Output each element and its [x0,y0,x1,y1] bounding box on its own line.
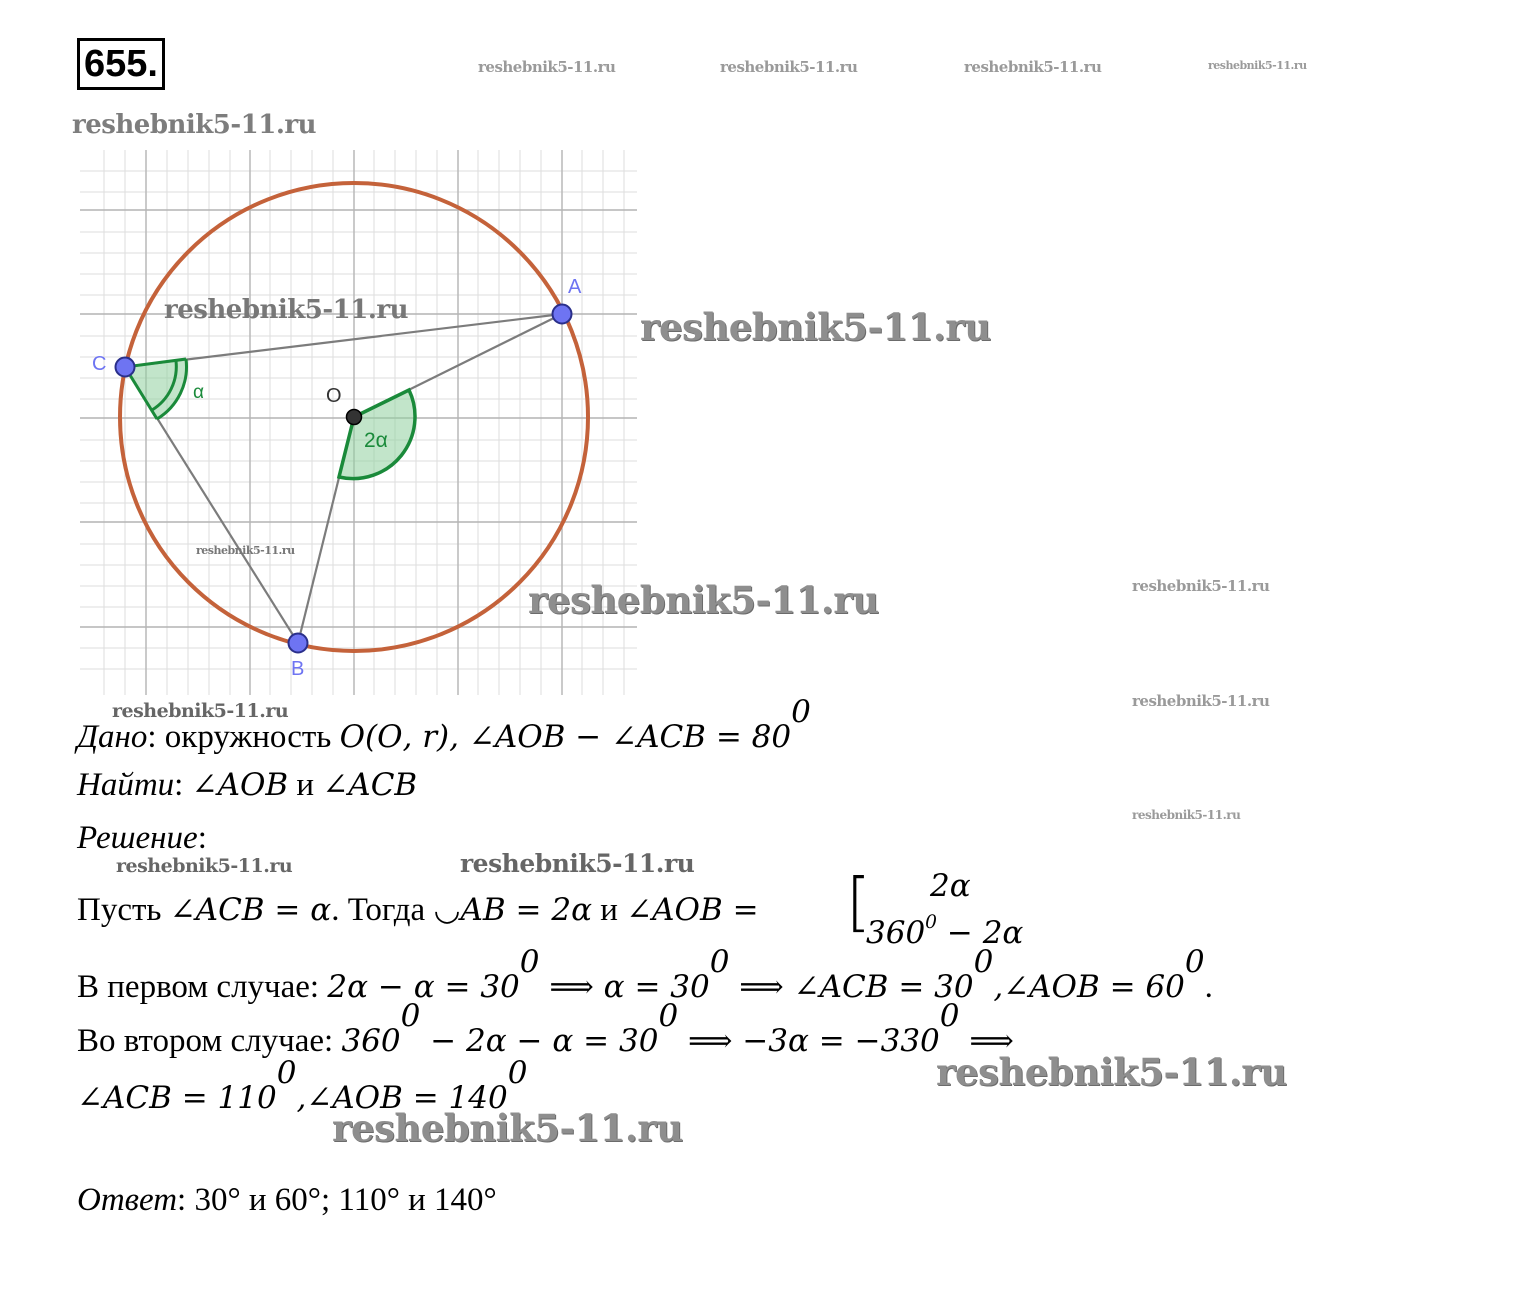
point-o [347,410,362,425]
watermark: reshebnik5-11.ru [720,58,858,76]
label-a: A [568,276,582,298]
watermark: reshebnik5-11.ru [1132,808,1241,822]
given-label: Дано [77,718,148,755]
case-1: 2𝛼 [930,868,971,904]
watermark: reshebnik5-11.ru [1132,692,1270,710]
watermark: reshebnik5-11.ru [528,578,879,622]
label-c: C [92,353,107,375]
point-b [289,634,308,653]
given-line: Дано: окружность 𝑂(𝑂, 𝑟), ∠𝐴𝑂𝐵 − ∠𝐴𝐶𝐵 = $80^0$ [77,694,811,755]
watermark: reshebnik5-11.ru [936,1050,1287,1094]
result-line: ∠𝐴𝐶𝐵 = $110^0,\angle 𝐴𝑂𝐵 = 140^0$ [77,1055,528,1116]
case-2: $360^0$ − 2𝛼 [866,912,1024,951]
point-c [116,358,135,377]
let-line: Пусть ∠𝐴𝐶𝐵 = 𝛼. Тогда ◡𝐴𝐵 = 2𝛼 и ∠𝐴𝑂𝐵 = [77,892,759,928]
answer-line [77,1180,497,1220]
find-label: Найти [77,767,175,803]
watermark: reshebnik5-11.ru [332,1106,683,1150]
case-bracket: [ [846,866,871,940]
watermark: reshebnik5-11.ru [72,110,317,140]
watermark: reshebnik5-11.ru [116,855,293,877]
watermark: reshebnik5-11.ru [112,700,289,722]
watermark: reshebnik5-11.ru [478,58,616,76]
label-b: B [291,658,305,680]
point-a [553,305,572,324]
answer-text: : 30° и 60°; 110° и 140° [177,1182,497,1218]
watermark: reshebnik5-11.ru [1208,59,1307,72]
given-math: 𝑂(𝑂, 𝑟), ∠𝐴𝑂𝐵 − ∠𝐴𝐶𝐵 = 80 [339,718,792,755]
second-case-line: Во втором случае: $360^0$ − 2𝛼 − 𝛼 = $30^0$ ⟹ −3𝛼 = $-330^0$ ⟹ [77,998,1014,1059]
angle-c-label: α [193,382,204,403]
watermark: reshebnik5-11.ru [196,544,295,557]
watermark: reshebnik5-11.ru [164,295,409,325]
watermark: reshebnik5-11.ru [964,58,1102,76]
problem-number: 655. [77,38,165,90]
watermark: reshebnik5-11.ru [640,305,991,349]
angle-o-label: 2α [364,429,388,452]
given-text: : окружность [147,718,340,755]
solution-label: Решение: [77,820,207,856]
label-o: O [326,385,342,407]
first-case-line: В первом случае: 2𝛼 − 𝛼 = $30^0$ ⟹ 𝛼 = $30^0$ ⟹ ∠𝐴𝐶𝐵 = $30^0,\angle 𝐴𝑂𝐵 = 60^0$. [77,944,1213,1005]
watermark: reshebnik5-11.ru [1132,577,1270,595]
watermark: reshebnik5-11.ru [460,849,695,878]
answer-label: Ответ [77,1182,178,1218]
find-line: Найти: ∠𝐴𝑂𝐵 и ∠𝐴𝐶𝐵 [77,767,418,803]
